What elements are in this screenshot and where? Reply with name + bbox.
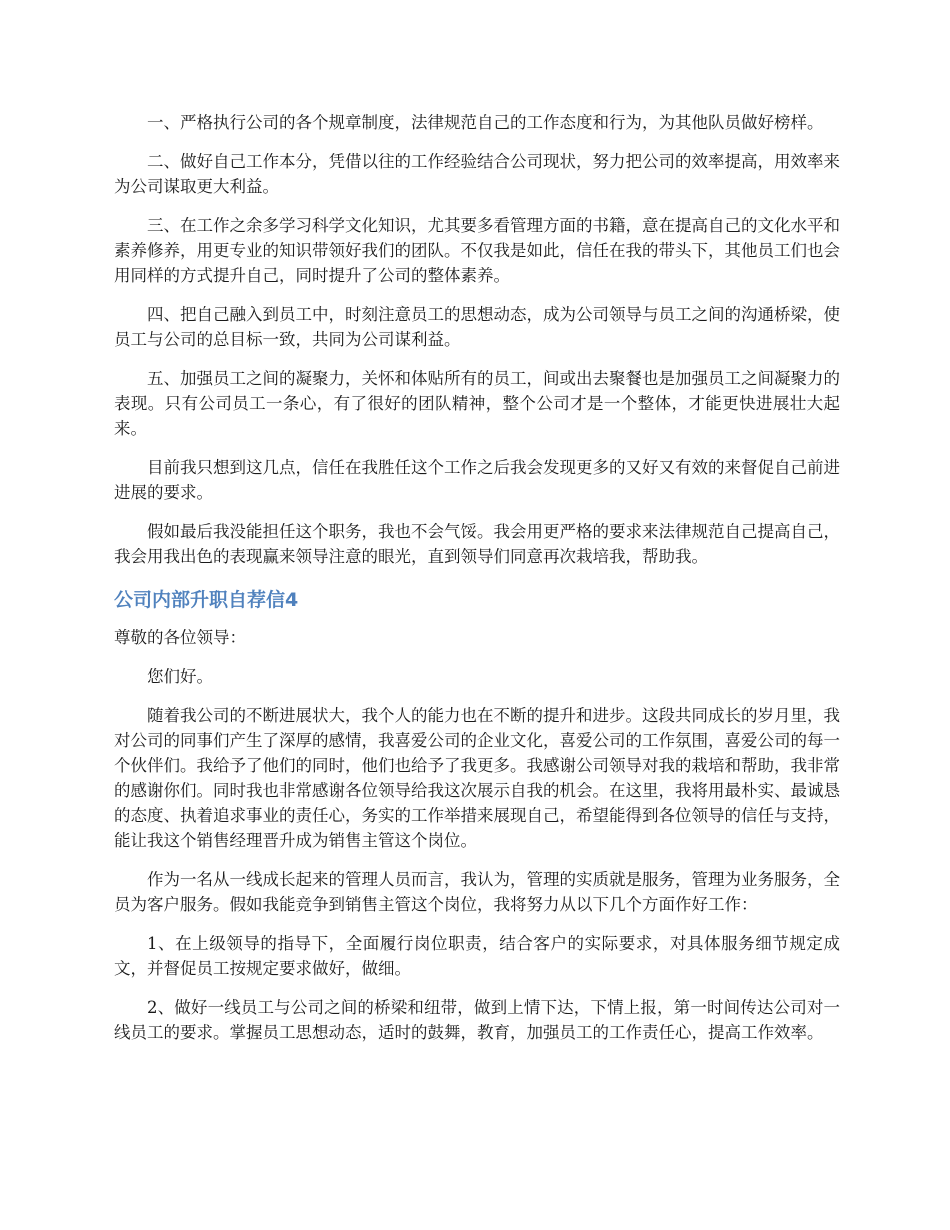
- greeting: 您们好。: [147, 667, 213, 686]
- paragraph-plan-1: 1、在上级领导的指导下，全面履行岗位职责，结合客户的实际要求，对具体服务细节规定成文，并督促员工按规定要求做好，做细。: [114, 934, 840, 978]
- document-page: [114, 110, 840, 1059]
- paragraph-rule-2: 二、做好自己工作本分，凭借以往的工作经验结合公司现状，努力把公司的效率提高，用效率来为公司谋取更大利益。: [114, 152, 840, 196]
- salutation: 尊敬的各位领导：: [114, 628, 246, 647]
- paragraph-introduction: 随着我公司的不断进展状大，我个人的能力也在不断的提升和进步。这段共同成长的岁月里，我对公司的同事们产生了深厚的感情，我喜爱公司的企业文化，喜爱公司的工作氛围，喜爱公司的每一个伙伴们。我给予了他们的同时，他们也给予了我更多。我感谢公司领导对我的栽培和帮助，我非常的感谢你们。同时我也非常感谢各位领导给我这次展示自我的机会。在这里，我将用最朴实、最诚恳的态度、执着追求事业的责任心，务实的工作举措来展现自己，希望能得到各位领导的信任与支持，能让我这个销售经理晋升成为销售主管这个岗位。: [114, 706, 840, 850]
- paragraph-rule-1: 一、严格执行公司的各个规章制度，法律规范自己的工作态度和行为，为其他队员做好榜样。: [147, 113, 824, 132]
- paragraph-current-thoughts: 目前我只想到这几点，信任在我胜任这个工作之后我会发现更多的又好又有效的来督促自己前进进展的要求。: [114, 458, 840, 502]
- paragraph-closing: 假如最后我没能担任这个职务，我也不会气馁。我会用更严格的要求来法律规范自己提高自己，我会用我出色的表现赢来领导注意的眼光，直到领导们同意再次栽培我，帮助我。: [114, 522, 840, 566]
- paragraph-rule-4: 四、把自己融入到员工中，时刻注意员工的思想动态，成为公司领导与员工之间的沟通桥梁，使员工与公司的总目标一致，共同为公司谋利益。: [114, 305, 840, 349]
- paragraph-rule-5: 五、加强员工之间的凝聚力，关怀和体贴所有的员工，间或出去聚餐也是加强员工之间凝聚力的表现。只有公司员工一条心，有了很好的团队精神，整个公司才是一个整体，才能更快进展壮大起来。: [114, 369, 840, 438]
- paragraph-management-view: 作为一名从一线成长起来的管理人员而言，我认为，管理的实质就是服务，管理为业务服务，全员为客户服务。假如我能竞争到销售主管这个岗位，我将努力从以下几个方面作好工作：: [114, 870, 840, 914]
- section-heading: 公司内部升职自荐信4: [114, 589, 299, 611]
- paragraph-plan-2: 2、做好一线员工与公司之间的桥梁和纽带，做到上情下达，下情上报，第一时间传达公司对一线员工的要求。掌握员工思想动态，适时的鼓舞，教育，加强员工的工作责任心，提高工作效率。: [114, 998, 840, 1042]
- paragraph-rule-3: 三、在工作之余多学习科学文化知识，尤其要多看管理方面的书籍，意在提高自己的文化水平和素养修养，用更专业的知识带领好我们的团队。不仅我是如此，信任在我的带头下，其他员工们也会用同样的方式提升自己，同时提升了公司的整体素养。: [114, 216, 840, 285]
